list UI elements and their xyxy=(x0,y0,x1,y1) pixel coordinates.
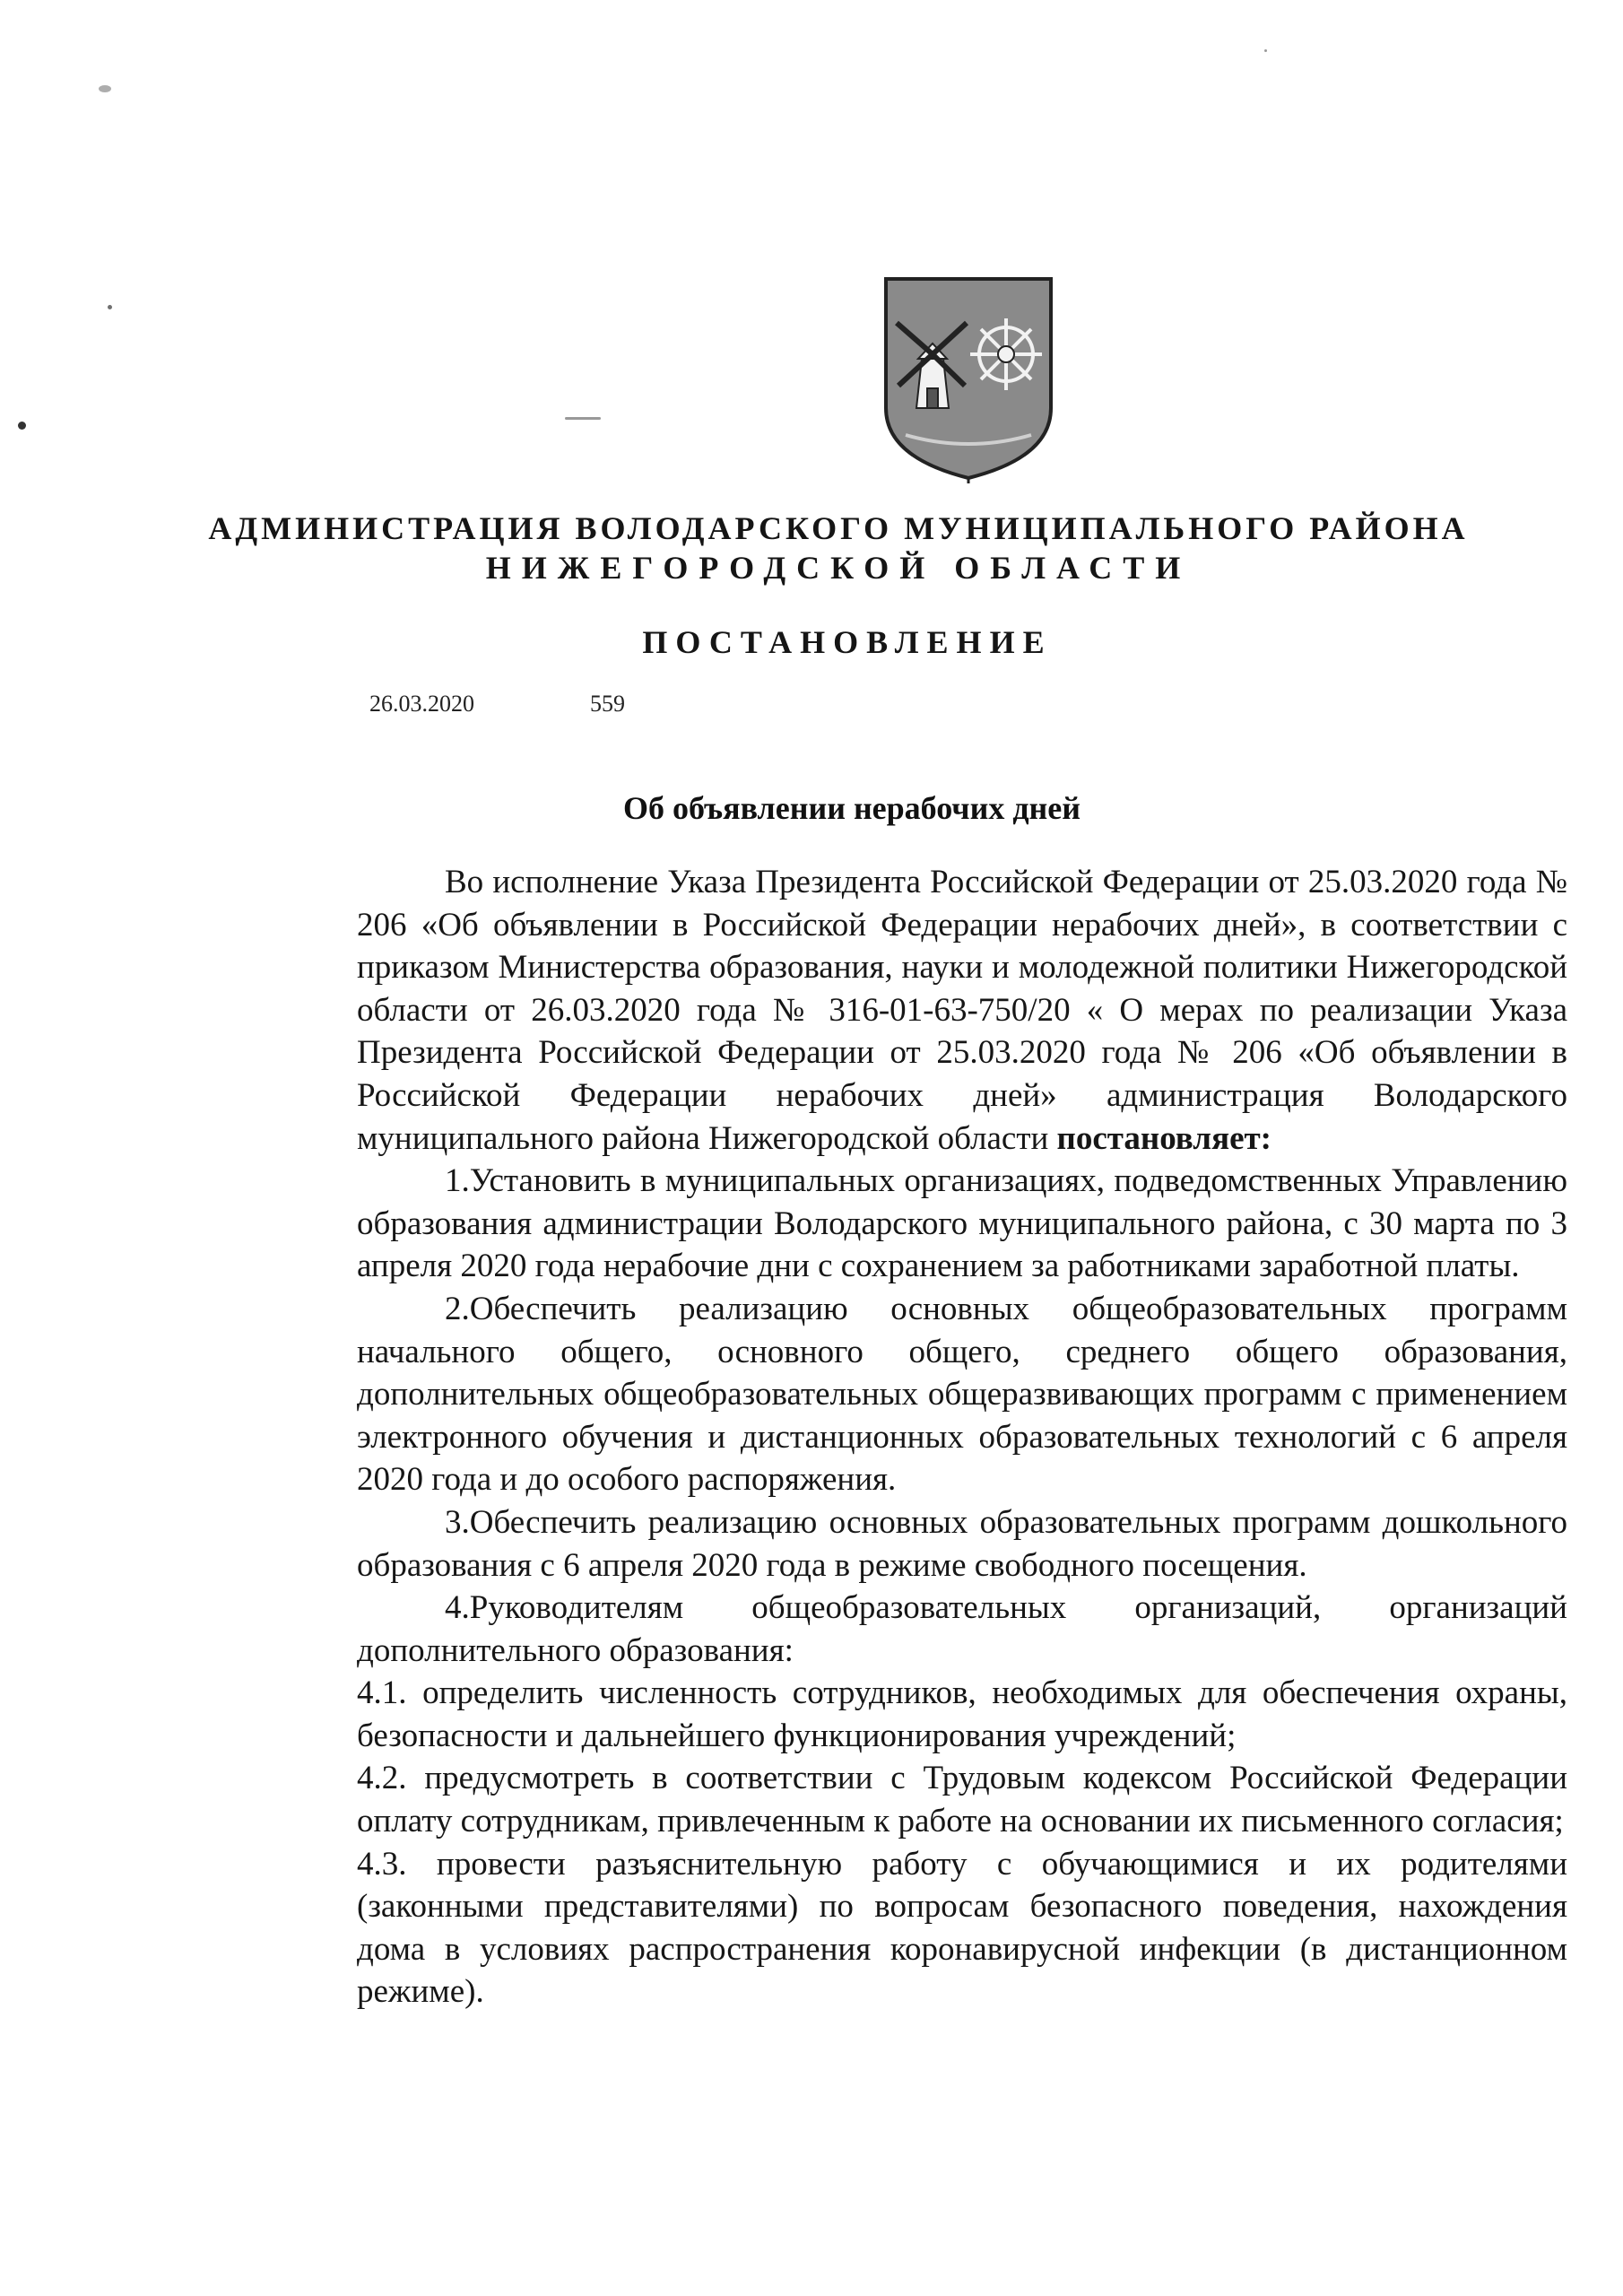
resolves-word: постановляет: xyxy=(1056,1119,1271,1157)
item-paragraph: 4.Руководителям общеобразовательных организаций, организаций дополнительного образования: xyxy=(357,1589,1567,1669)
document-type: ПОСТАНОВЛЕНИЕ xyxy=(642,624,1053,660)
document-body xyxy=(357,861,1567,2013)
document-number: 559 xyxy=(590,691,625,717)
org-name-line2: НИЖЕГОРОДСКОЙ ОБЛАСТИ xyxy=(485,550,1192,586)
subitem-paragraph: 4.3. провести разъяснительную работу с обучающимися и их родителями (законными представителями) по вопросам безопасного поведения, нахождения дома в условиях распространения коронавирусной инфекции (в дистанционном режиме). xyxy=(357,1845,1567,2011)
item-paragraph: 2.Обеспечить реализацию основных общеобразовательных программ начального общего, основного общего, среднего общего образования, дополнительных общеобразовательных общеразвивающих программ с применением электронного обучения и дистанционных образовательных технологий с 6 апреля 2020 года и до особого распоряжения. xyxy=(357,1290,1567,1499)
document-title: Об объявлении нерабочих дней xyxy=(623,790,1081,826)
scan-speck xyxy=(99,85,111,92)
item-paragraph: 1.Установить в муниципальных организациях, подведомственных Управлению образования администрации Володарского муниципального района, с 30 марта по 3 апреля 2020 года нерабочие дни с сохранением за работниками заработной платы. xyxy=(357,1162,1567,1285)
scan-speck xyxy=(18,422,26,430)
intro-text: Во исполнение Указа Президента Российской Федерации от 25.03.2020 года № 206 «Об объявлении в Российской Федерации нерабочих дней», в соответствии с приказом Министерства образования, науки и молодежной политики Нижегородской области от 26.03.2020 года № 316-01-63-750/20 « О мерах по реализации Указа Президента Российской Федерации от 25.03.2020 года № 206 «Об объявлении в Российской Федерации нерабочих дней» администрация Володарского муниципального района Нижегородской области xyxy=(357,864,1567,1157)
org-name-line1: АДМИНИСТРАЦИЯ ВОЛОДАРСКОГО МУНИЦИПАЛЬНОГО РАЙОНА xyxy=(208,510,1469,546)
subitem-paragraph: 4.2. предусмотреть в соответствии с Трудовым кодексом Российской Федерации оплату сотрудникам, привлеченным к работе на основании их письменного согласия; xyxy=(357,1760,1567,1840)
scan-speck xyxy=(565,417,601,420)
scan-speck xyxy=(108,305,112,309)
subitem-paragraph: 4.1. определить численность сотрудников, необходимых для обеспечения охраны, безопасности и дальнейшего функционирования учреждений; xyxy=(357,1674,1567,1754)
item-paragraph: 3.Обеспечить реализацию основных образовательных программ дошкольного образования с 6 апреля 2020 года в режиме свободного посещения. xyxy=(357,1503,1567,1584)
scan-speck xyxy=(1264,49,1267,52)
coat-of-arms-emblem xyxy=(879,274,1058,484)
intro-paragraph xyxy=(357,861,1567,1160)
document-date: 26.03.2020 xyxy=(369,691,474,717)
